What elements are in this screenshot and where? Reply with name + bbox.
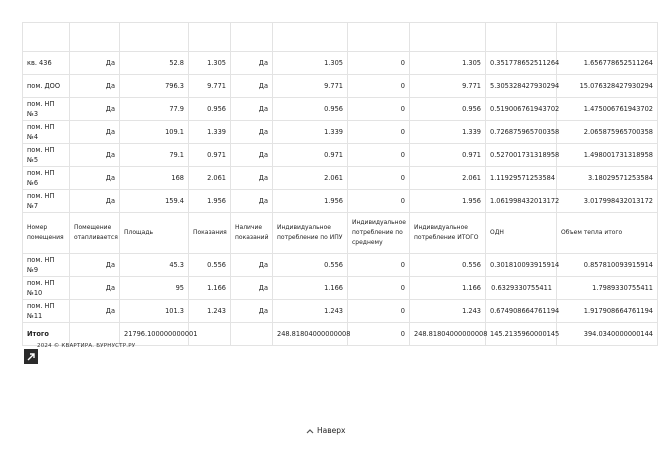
table-cell: 1.656778652511264 — [557, 52, 658, 75]
table-cell: Да — [231, 121, 273, 144]
table-cell: 0 — [348, 144, 410, 167]
table-cell: 79.1 — [120, 144, 189, 167]
table-cell: пом. ДОО — [23, 75, 70, 98]
table-cell: 1.166 — [410, 277, 486, 300]
table-row — [23, 300, 658, 323]
table-row — [23, 190, 658, 213]
heat-consumption-table — [22, 22, 658, 346]
table-cell: 0 — [348, 121, 410, 144]
table-row — [23, 75, 658, 98]
table-cell: 2.061 — [273, 167, 348, 190]
table-cell: 0 — [348, 254, 410, 277]
table-cell: Да — [70, 121, 120, 144]
table-cell: Помещение отапливается — [70, 213, 120, 254]
table-header-row — [23, 213, 658, 254]
table-row — [23, 121, 658, 144]
back-to-top-button[interactable] — [306, 426, 345, 435]
table-cell: 0 — [348, 277, 410, 300]
table-cell: 2.061 — [189, 167, 231, 190]
table-cell: Да — [231, 52, 273, 75]
table-cell: 0.351778652511264 — [486, 52, 557, 75]
table-cell: 9.771 — [273, 75, 348, 98]
table-cell: 394.0340000000144 — [557, 323, 658, 346]
table-cell: Да — [70, 75, 120, 98]
table-cell: Наличие показаний — [231, 213, 273, 254]
table-cell: 0.556 — [273, 254, 348, 277]
table-cell: 248.81804000000008 — [410, 323, 486, 346]
table-cell: пом. НП №11 — [23, 300, 70, 323]
table-cell: 1.243 — [273, 300, 348, 323]
table-cell: 1.7989330755411 — [557, 277, 658, 300]
table-cell: Да — [231, 277, 273, 300]
table-cell: 3.017998432013172 — [557, 190, 658, 213]
back-to-top-label: Наверх — [317, 426, 346, 435]
table-cell: пом. НП №7 — [23, 190, 70, 213]
table-cell: 0.6329330755411 — [486, 277, 557, 300]
table-cell: 0.556 — [410, 254, 486, 277]
table-cell: 0.674908664761194 — [486, 300, 557, 323]
table-cell: Объем тепла итого — [557, 213, 658, 254]
table-cell: 145.2135960000145 — [486, 323, 557, 346]
table-cell: кв. 436 — [23, 52, 70, 75]
table-cell: 0.971 — [273, 144, 348, 167]
table-cell: пом. НП №4 — [23, 121, 70, 144]
table-cell: 1.917908664761194 — [557, 300, 658, 323]
footer-copyright: 2024 © КВАРТИРА. БУРНУСТР.РУ — [37, 343, 136, 349]
table-cell: 101.3 — [120, 300, 189, 323]
external-link-icon[interactable] — [24, 349, 38, 363]
table-cell: 0 — [348, 300, 410, 323]
table-cell: 1.166 — [189, 277, 231, 300]
table-cell: 0 — [348, 167, 410, 190]
table-cell: Площадь — [120, 213, 189, 254]
table-cell: 0.519006761943702 — [486, 98, 557, 121]
table-cell: 159.4 — [120, 190, 189, 213]
table-cell: Да — [70, 52, 120, 75]
table-cell: 0.301810093915914 — [486, 254, 557, 277]
table-cell: Да — [70, 190, 120, 213]
table-cell: Да — [231, 190, 273, 213]
table-row — [23, 144, 658, 167]
table-cell: 0 — [348, 52, 410, 75]
table-cell: 0 — [348, 98, 410, 121]
table-cell: 1.339 — [410, 121, 486, 144]
table-cell: 15.076328427930294 — [557, 75, 658, 98]
table-cell: Да — [70, 300, 120, 323]
table-cell: пом. НП №5 — [23, 144, 70, 167]
table-cell: 168 — [120, 167, 189, 190]
table-cell: Да — [231, 98, 273, 121]
table-cell: 1.956 — [410, 190, 486, 213]
table-cell: 1.243 — [189, 300, 231, 323]
table-cell: Да — [231, 254, 273, 277]
table-cell: 21796.100000000001 — [120, 323, 189, 346]
table-cell: 1.475006761943702 — [557, 98, 658, 121]
chevron-up-icon — [306, 428, 314, 434]
table-cell: пом. НП №6 — [23, 167, 70, 190]
table-cell: 1.956 — [189, 190, 231, 213]
table-cell: 1.166 — [273, 277, 348, 300]
table-cell: Да — [70, 167, 120, 190]
table-cell: ОДН — [486, 213, 557, 254]
table-cell: Да — [231, 167, 273, 190]
table-row-empty — [23, 23, 658, 52]
table-cell: 1.498001731318958 — [557, 144, 658, 167]
table-cell: 1.061998432013172 — [486, 190, 557, 213]
table-cell: Да — [70, 254, 120, 277]
table-cell: 9.771 — [189, 75, 231, 98]
table-cell: 3.18029571253584 — [557, 167, 658, 190]
table-cell: 0.971 — [189, 144, 231, 167]
table-cell: 0.956 — [410, 98, 486, 121]
table-cell: 0.956 — [273, 98, 348, 121]
table-cell: 2.061 — [410, 167, 486, 190]
table-cell: 2.065875965700358 — [557, 121, 658, 144]
table-cell: 1.243 — [410, 300, 486, 323]
table-row — [23, 254, 658, 277]
table-cell: 1.339 — [189, 121, 231, 144]
table-cell: Индивидуальное потребление по ИПУ — [273, 213, 348, 254]
table-cell: 77.9 — [120, 98, 189, 121]
table-cell: 1.305 — [410, 52, 486, 75]
table-cell: 95 — [120, 277, 189, 300]
table-cell: Номер помещения — [23, 213, 70, 254]
table-cell: пом. НП №10 — [23, 277, 70, 300]
table-cell: 0 — [348, 190, 410, 213]
table-cell: 1.339 — [273, 121, 348, 144]
table-cell: 1.305 — [273, 52, 348, 75]
table-cell: 248.81804000000008 — [273, 323, 348, 346]
data-table-container[interactable] — [22, 22, 653, 338]
table-cell — [231, 323, 273, 346]
table-cell: Показания — [189, 213, 231, 254]
table-cell: 0.726875965700358 — [486, 121, 557, 144]
table-cell: 52.8 — [120, 52, 189, 75]
table-cell: 0.971 — [410, 144, 486, 167]
table-row — [23, 98, 658, 121]
table-cell: 45.3 — [120, 254, 189, 277]
table-cell: Да — [231, 75, 273, 98]
table-cell: 9.771 — [410, 75, 486, 98]
table-cell: 0.527001731318958 — [486, 144, 557, 167]
table-cell: 0 — [348, 75, 410, 98]
table-cell: пом. НП №9 — [23, 254, 70, 277]
table-cell: Итого — [23, 323, 70, 346]
table-cell: 1.956 — [273, 190, 348, 213]
table-cell: 0.857810093915914 — [557, 254, 658, 277]
table-row — [23, 277, 658, 300]
table-cell: 0.556 — [189, 254, 231, 277]
table-cell: Да — [231, 300, 273, 323]
table-row — [23, 167, 658, 190]
table-cell: 1.11929571253584 — [486, 167, 557, 190]
table-cell: Да — [70, 144, 120, 167]
table-cell: Да — [70, 277, 120, 300]
table-cell: 109.1 — [120, 121, 189, 144]
table-cell: 796.3 — [120, 75, 189, 98]
table-cell: Да — [231, 144, 273, 167]
table-cell: Индивидуальное потребление по среднему — [348, 213, 410, 254]
table-cell: Индивидуальное потребление ИТОГО — [410, 213, 486, 254]
table-cell: Да — [70, 98, 120, 121]
table-cell: 1.305 — [189, 52, 231, 75]
table-cell: 5.305328427930294 — [486, 75, 557, 98]
table-cell: 0 — [348, 323, 410, 346]
table-cell: пом. НП №3 — [23, 98, 70, 121]
table-row — [23, 52, 658, 75]
table-cell: 0.956 — [189, 98, 231, 121]
